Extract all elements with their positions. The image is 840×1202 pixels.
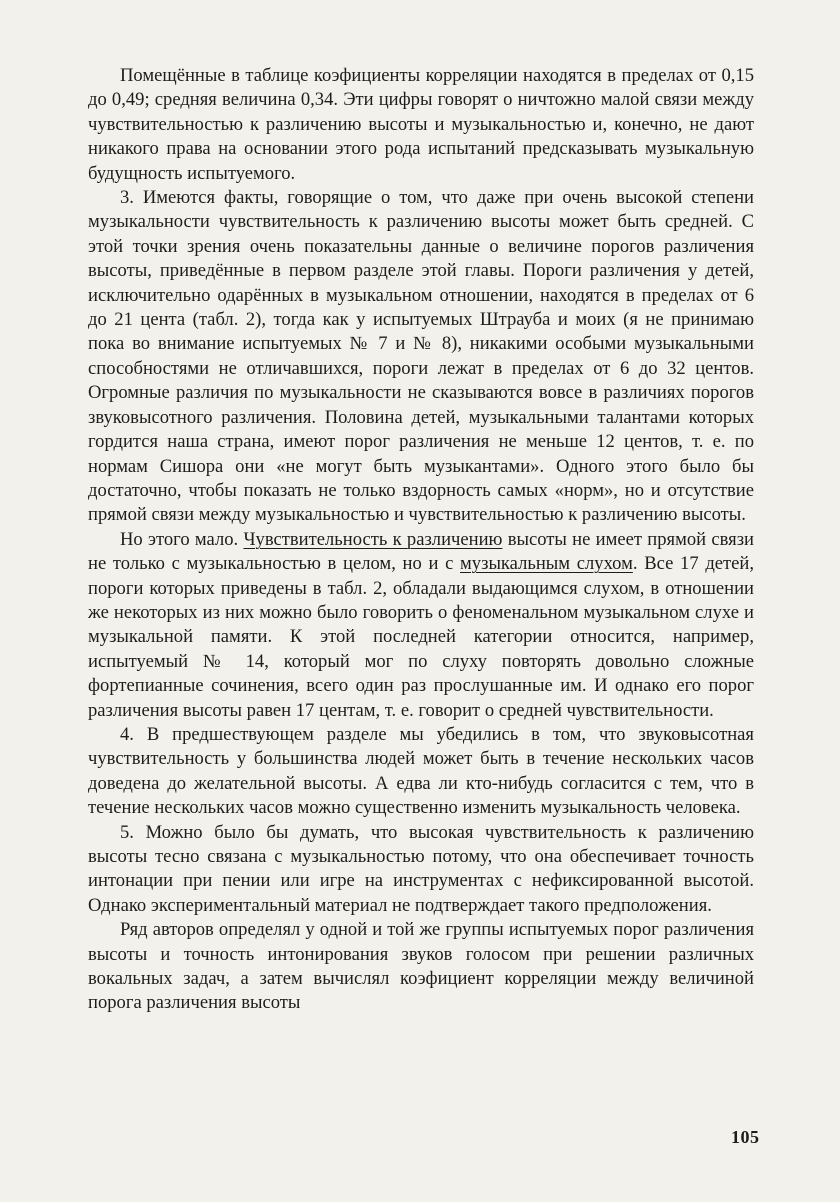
underlined-phrase-musical-ear: музыкальным слухом: [460, 553, 633, 575]
paragraph-point-3: 3. Имеются факты, говорящие о том, что даже при очень высокой степени музыкальности чувствительность к различению высоты может быть средней. С этой точки зрения очень показательны данные о величине порогов различения высоты, приведённые в первом разделе этой главы. Пороги различения у детей, исключительно одарённых в музыкальном отношении, находятся в пределах от 6 до 21 цента (табл. 2), тогда как у испытуемых Штрауба и моих (я не принимаю пока во внимание испытуемых № 7 и № 8), никакими особыми музыкальными способностями не отличавшихся, пороги лежат в пределах от 6 до 32 центов. Огромные различия по музыкальности не сказываются вовсе в различиях порогов звуковысотного различения. Половина детей, музыкальными талантами которых гордится наша страна, имеют порог различения не меньше 12 центов, т. е. по нормам Сишора они «не могут быть музыкантами». Одного этого было бы достаточно, чтобы показать не только вздорность самых «норм», но и отсутствие прямой связи между музыкальностью и чувствительностью к различению высоты.: [88, 187, 754, 526]
paragraph-not-enough: [88, 528, 754, 723]
paragraph-correlation-range: Помещённые в таблице коэфициенты корреляции находятся в пределах от 0,15 до 0,49; средняя величина 0,34. Эти цифры говорят о ничтожно малой связи между чувствительностью к различению высоты и музыкальностью и, конечно, не дают никакого права на основании этого рода испытаний предсказывать музыкальную будущность испытуемого.: [88, 65, 754, 184]
paragraph-text: Но этого мало.: [120, 528, 244, 550]
page-body: [88, 64, 754, 1016]
page-number: 105: [731, 1127, 760, 1147]
paragraph-text: . Все 17 детей, пороги которых приведены в табл. 2, обладали выдающимся слухом, в отношении же некоторых из них можно было говорить о феноменальном музыкальном слухе и музыкальной памяти. К этой последней категории относится, например, испытуемый № 14, который мог по слуху повторять довольно сложные фортепианные сочинения, всего один раз прослушанные им. И однако его порог различения высоты равен 17 центам, т. е. говорит о средней чувствительности.: [88, 553, 755, 721]
paragraph-point-5: 5. Можно было бы думать, что высокая чувствительность к различению высоты тесно связана с музыкальностью потому, что она обеспечивает точность интонации при пении или игре на инструментах с нефиксированной высотой. Однако экспериментальный материал не подтверждает такого предположения.: [88, 821, 754, 916]
paragraph-text: высоты не имеет прямой связи не только с музыкальностью в целом, но и с: [88, 528, 755, 575]
underlined-phrase-sensitivity: Чувствительность к различению: [243, 528, 503, 550]
paragraph-authors: Ряд авторов определял у одной и той же группы испытуемых порог различения высоты и точность интонирования звуков голосом при решении различных вокальных задач, а затем вычислял коэфициент корреляции между величиной порога различения высоты: [88, 919, 754, 1014]
paragraph-point-4: 4. В предшествующем разделе мы убедились в том, что звуковысотная чувствительность у большинства людей может быть в течение нескольких часов доведена до желательной высоты. А едва ли кто-нибудь согласится с тем, что в течение нескольких часов можно существенно изменить музыкальность человека.: [88, 723, 754, 819]
